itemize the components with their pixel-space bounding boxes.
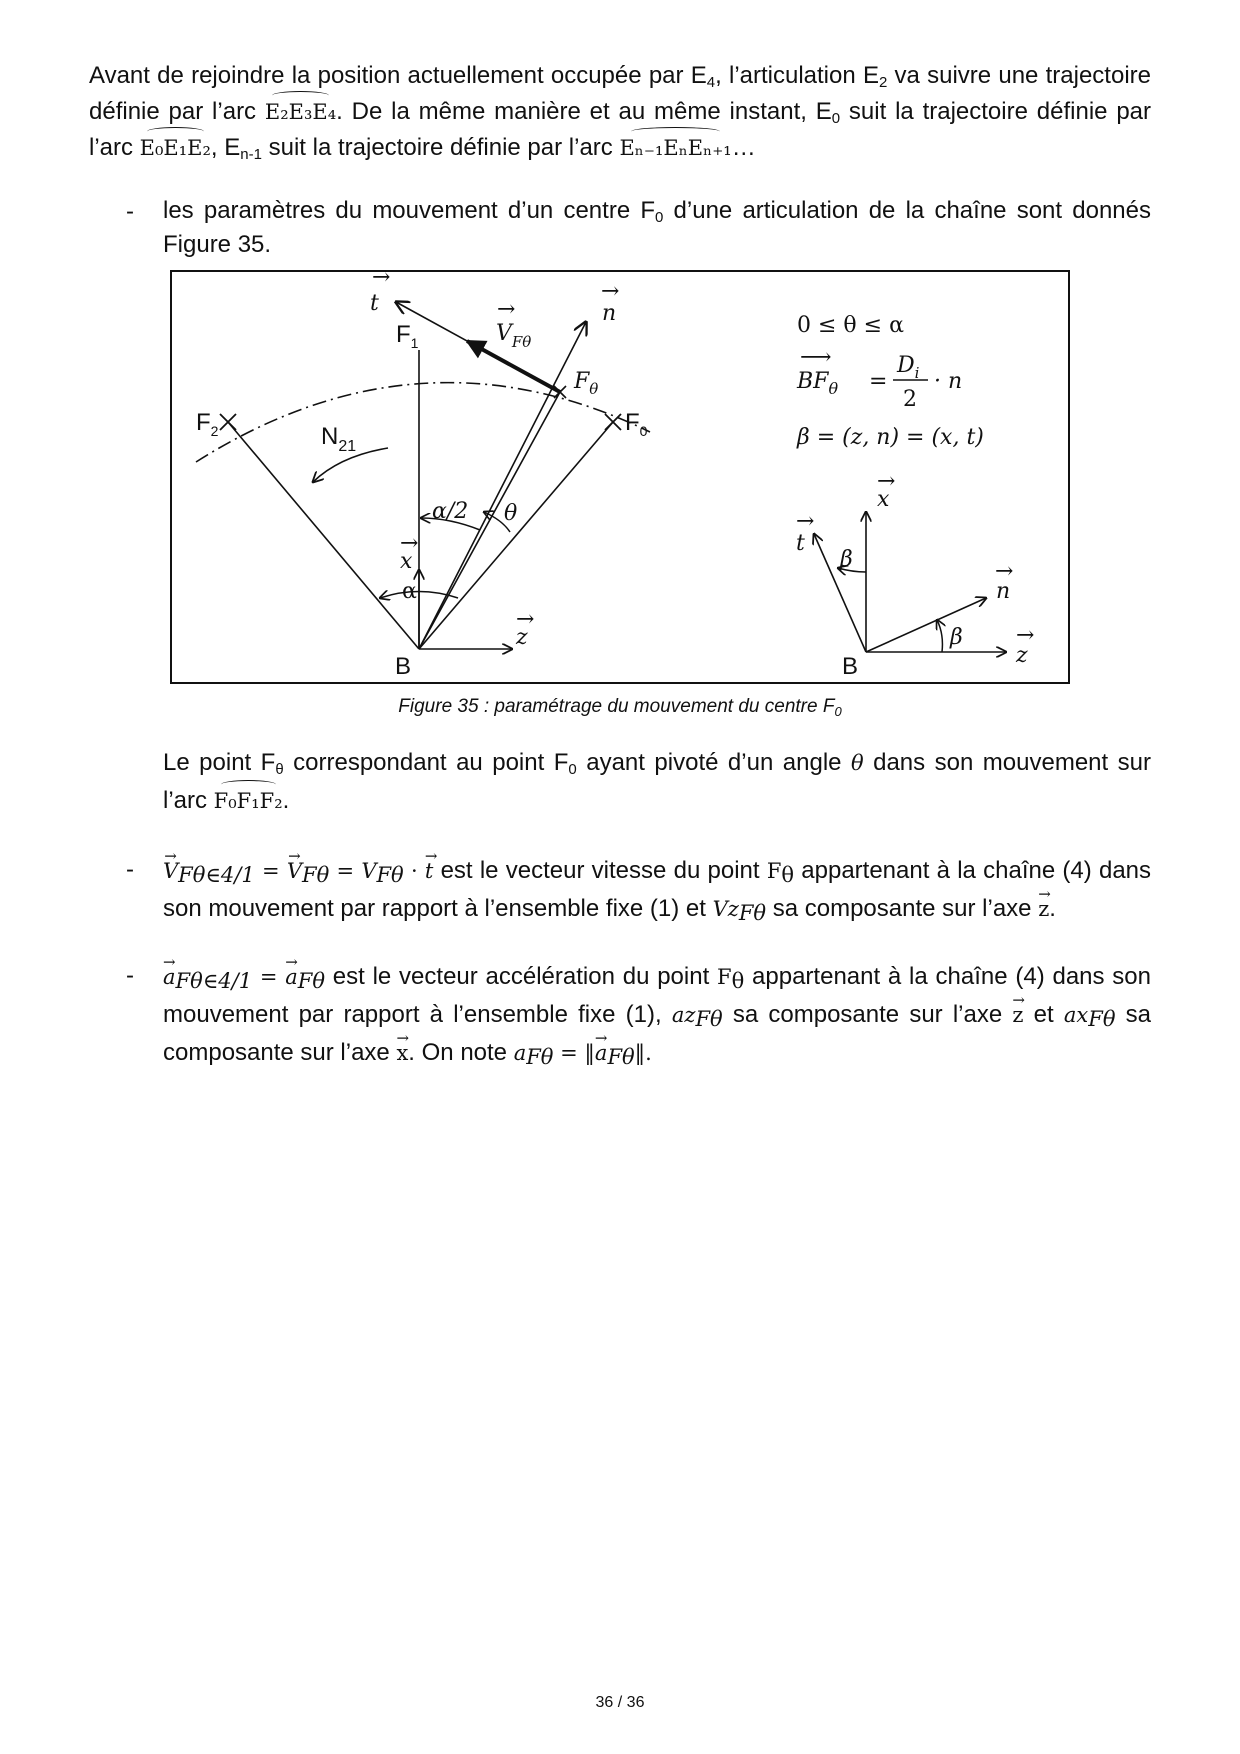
radius-BF2	[228, 422, 419, 649]
text: , E	[210, 134, 241, 161]
label-n: n	[602, 301, 617, 326]
label-alpha: α	[402, 579, 417, 604]
label-theta: θ	[504, 501, 518, 526]
equation-denominator: 2	[903, 387, 917, 412]
frame-label-beta-right: β	[950, 625, 963, 650]
label-B: B	[395, 653, 412, 680]
equals: =	[252, 965, 286, 989]
subscript: Fθ	[1088, 1007, 1116, 1031]
subscript: n-1	[240, 146, 262, 163]
label-t: t	[370, 291, 379, 316]
caption-subscript: 0	[834, 704, 842, 719]
z-vector-symbol: → z	[1038, 891, 1049, 928]
subscript: θ	[731, 969, 745, 993]
equation-beta: β = (z, n) = (x, t)	[797, 425, 984, 450]
bullet-marker: -	[126, 198, 134, 225]
text: appartenant à la chaîne (4) dans son mouvement par rapport à l’ensemble fixe (1) et	[163, 857, 1152, 922]
equation-BF-arrow: ⟶	[800, 345, 832, 370]
point-F0-marker	[605, 414, 621, 430]
label-alpha-half: α/2	[432, 499, 469, 524]
equation-Di: $D_i$	[897, 353, 920, 382]
label-Ftheta: $F_\theta$	[574, 369, 599, 398]
arc-notation: Eₙ₋₁EₙEₙ₊₁	[619, 130, 731, 166]
text: sa composante sur l’axe	[766, 895, 1039, 922]
text: . De la même manière et au même instant, E	[336, 98, 832, 125]
frame-label-t: t	[796, 531, 805, 556]
velocity-scalar: V	[361, 859, 377, 883]
dot: ·	[403, 859, 425, 883]
label-x: x	[400, 549, 413, 574]
text: est le vecteur vitesse du point	[433, 857, 767, 884]
text: .	[282, 787, 290, 814]
subscript: Fθ	[738, 901, 767, 925]
arc-notation: E₂E₃E₄	[265, 94, 336, 130]
frame-label-z: z	[1016, 643, 1028, 668]
label-F2: $F_2$	[196, 409, 219, 439]
theta-symbol: θ	[850, 751, 864, 775]
frame-label-beta-top: β	[840, 547, 853, 572]
text: .	[1049, 895, 1056, 922]
frame-label-B: B	[842, 653, 859, 680]
subscript: 0	[831, 110, 841, 127]
ftheta-paragraph	[163, 744, 1151, 820]
text: correspondant au point F	[283, 749, 569, 776]
subscript: Fθ	[297, 969, 326, 993]
arc-notation: F₀F₁F₂	[214, 783, 283, 820]
subscript: Fθ∈4/1	[178, 863, 255, 887]
text: et	[1023, 1001, 1064, 1028]
text: suit la trajectoire définie par l’arc	[261, 134, 620, 161]
text: ayant pivoté d’un angle	[576, 749, 851, 776]
velocity-symbol: → V	[287, 853, 302, 890]
text: dans son mouvement sur l’arc	[163, 749, 1151, 814]
label-V: $V_{F\theta}$	[496, 321, 532, 351]
frame-beta-arc-right	[937, 620, 942, 652]
figure-caption	[0, 694, 1240, 720]
label-N21: $N_{21}$	[321, 423, 357, 455]
vz-symbol: Vz	[712, 897, 739, 921]
subscript: Fθ	[526, 1045, 554, 1069]
page-number: 36 / 36	[595, 1694, 645, 1711]
label-F0: $F_0$	[625, 409, 648, 439]
bullet-marker: -	[126, 962, 134, 989]
equation-theta-range: 0 ≤ θ ≤ α	[797, 313, 904, 338]
text: Le point F	[163, 749, 276, 776]
point-symbol: F	[766, 859, 782, 883]
frame-label-x-arrow: →	[877, 469, 896, 494]
x-vector-symbol: → x	[396, 1035, 408, 1072]
point-Ftheta-marker	[554, 386, 566, 398]
az-symbol: az	[671, 1003, 696, 1027]
acceleration-symbol: → a	[285, 959, 298, 996]
frame-label-x: x	[877, 487, 890, 512]
text: …	[731, 134, 756, 161]
frame-n-axis	[866, 598, 986, 652]
subscript: Fθ∈4/1	[175, 969, 253, 993]
label-z: z	[516, 625, 528, 650]
subscript: Fθ	[302, 863, 330, 887]
subscript: Fθ	[376, 863, 404, 887]
point-F2-marker	[220, 414, 236, 430]
bullet-figure-intro	[163, 194, 1151, 262]
t-vector-symbol: → t	[425, 853, 433, 890]
equals: =	[254, 859, 287, 883]
label-t-arrow: →	[372, 270, 391, 290]
text: sa composante sur l’axe	[722, 1001, 1013, 1028]
text: , l’articulation E	[715, 62, 879, 89]
velocity-symbol: → V	[163, 853, 178, 890]
label-V-arrow: →	[497, 297, 516, 322]
subscript: Fθ	[695, 1007, 723, 1031]
z-vector-symbol: → z	[1012, 997, 1023, 1034]
text: va suivre une trajectoire définie par l’arc	[89, 62, 1151, 125]
norm-close: ‖.	[634, 1041, 652, 1065]
bullet-velocity	[163, 852, 1151, 928]
bullet-acceleration	[163, 958, 1151, 1072]
trajectory-arc	[196, 383, 650, 462]
arc-notation: E₀E₁E₂	[140, 130, 211, 166]
text: suit la trajectoire définie par l’arc	[89, 98, 1152, 161]
subscript: 0	[655, 209, 664, 226]
subscript: 4	[706, 74, 716, 91]
subscript: θ	[781, 863, 795, 887]
text: appartenant à la chaîne (4) dans son mouvement par rapport à l’ensemble fixe (1),	[163, 963, 1151, 1028]
text: . On note	[408, 1039, 514, 1066]
label-F1: $F_1$	[396, 321, 419, 351]
figure-35-diagram	[170, 270, 1070, 684]
text: les paramètres du mouvement d’un centre F	[163, 197, 656, 224]
text: sa composante sur l’axe	[163, 1001, 1152, 1066]
point-symbol: F	[717, 965, 732, 989]
equals: =	[329, 859, 362, 883]
norm-open: = ‖	[553, 1041, 595, 1065]
equation-BF-lhs: $BF_\theta$	[797, 369, 839, 398]
frame-label-z-arrow: →	[1016, 623, 1035, 648]
frame-label-n: n	[996, 579, 1011, 604]
text: est le vecteur accélération du point	[325, 963, 718, 990]
caption-text: Figure 35 : paramétrage du mouvement du centre F	[398, 696, 835, 717]
label-n-arrow: →	[601, 279, 620, 304]
text: d’une articulation de la chaîne sont donnés Figure 35.	[163, 197, 1151, 258]
subscript: θ	[275, 761, 284, 778]
frame-label-n-arrow: →	[995, 559, 1014, 584]
equation-equals: =	[869, 369, 888, 394]
acceleration-norm-symbol: a	[513, 1041, 527, 1065]
intro-paragraph	[89, 58, 1151, 166]
text: Avant de rejoindre la position actuellement occupée par E	[89, 62, 707, 89]
label-x-arrow: →	[400, 531, 419, 556]
label-z-arrow: →	[516, 607, 535, 632]
subscript: 0	[568, 761, 577, 778]
acceleration-symbol: → a	[595, 1035, 608, 1072]
ax-symbol: ax	[1063, 1003, 1089, 1027]
bullet-marker: -	[126, 856, 134, 883]
subscript: 2	[878, 74, 888, 91]
n-axis	[419, 322, 586, 649]
frame-label-t-arrow: →	[796, 509, 815, 534]
equation-times-n: · n	[934, 369, 963, 394]
subscript: Fθ	[607, 1045, 635, 1069]
acceleration-symbol: → a	[163, 959, 176, 996]
